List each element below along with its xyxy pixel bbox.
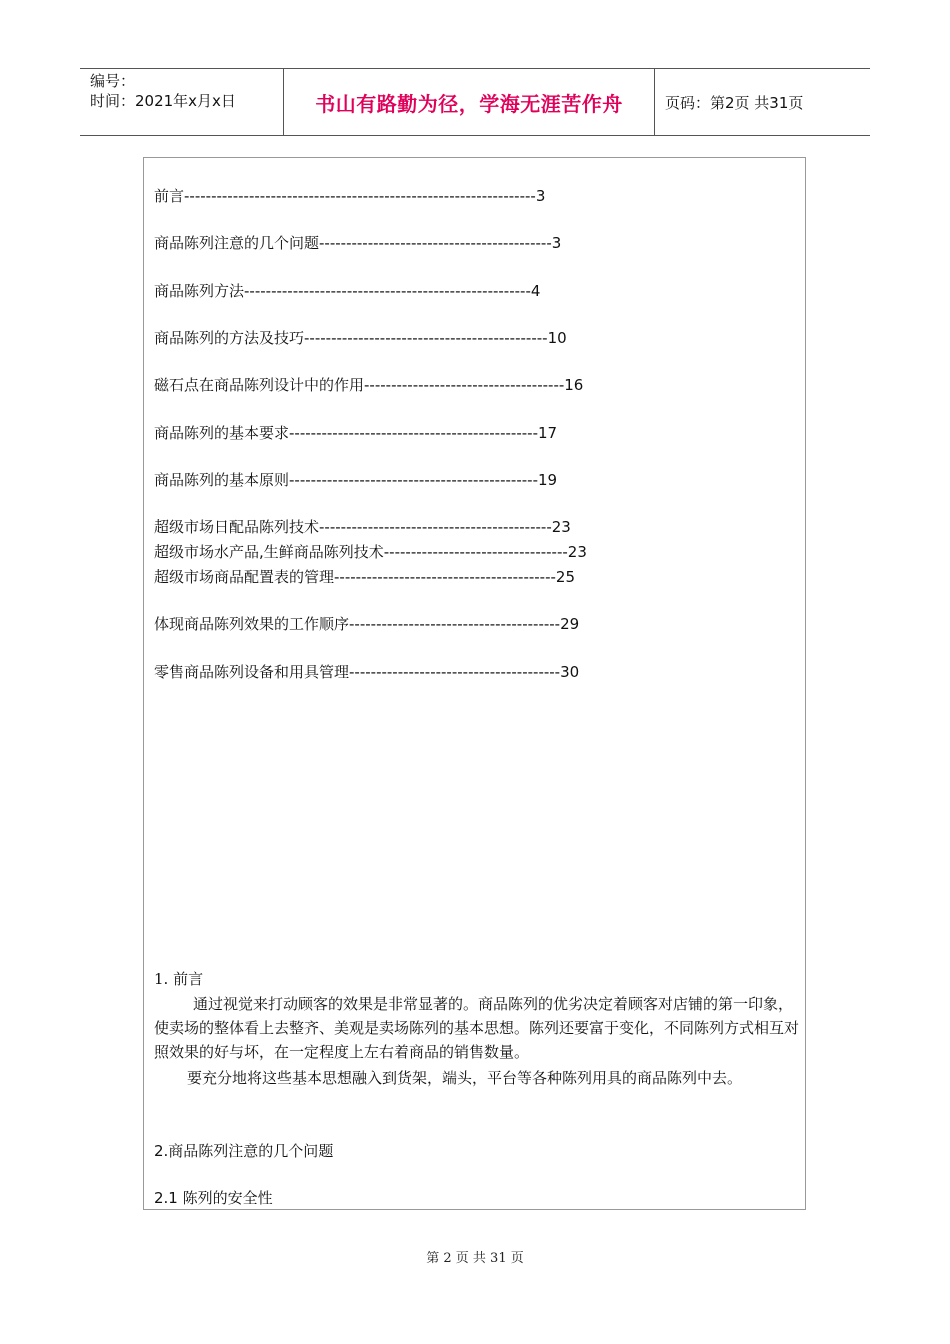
toc-entry: 超级市场水产品,生鲜商品陈列技术----------------------------------23 xyxy=(154,543,587,561)
section-1-heading: 1. 前言 xyxy=(154,970,204,988)
page-footer: 第 2 页 共 31 页 xyxy=(426,1251,524,1266)
page-number-label: 页码：第2页 共31页 xyxy=(665,93,804,112)
toc-entry: 超级市场日配品陈列技术-------------------------------------------23 xyxy=(154,518,571,536)
header-motto-cell xyxy=(283,69,655,135)
section-1-paragraph: 要充分地将这些基本思想融入到货架，端头，平台等各种陈列用具的商品陈列中去。 xyxy=(187,1069,743,1087)
toc-entry: 前言-----------------------------------------------------------------3 xyxy=(154,187,546,205)
section-2-1-heading: 2.1 陈列的安全性 xyxy=(154,1189,273,1207)
motto-text: 书山有路勤为径，学海无涯苦作舟 xyxy=(315,91,623,116)
toc-entry: 体现商品陈列效果的工作顺序---------------------------------------29 xyxy=(154,615,580,633)
content-frame xyxy=(143,157,806,1210)
section-2-heading: 2.商品陈列注意的几个问题 xyxy=(154,1142,334,1160)
toc-entry: 商品陈列注意的几个问题-------------------------------------------3 xyxy=(154,234,562,252)
toc-entry: 磁石点在商品陈列设计中的作用-------------------------------------16 xyxy=(154,376,584,394)
toc-entry: 商品陈列的基本要求----------------------------------------------17 xyxy=(154,424,558,442)
document-number-label: 编号： xyxy=(90,72,136,90)
page-header xyxy=(80,68,870,136)
toc-entry: 商品陈列的方法及技巧---------------------------------------------10 xyxy=(154,329,567,347)
section-1-paragraph: 通过视觉来打动顾客的效果是非常显著的。商品陈列的优劣决定着顾客对店铺的第一印象，使卖场的整体看上去整齐、美观是卖场陈列的基本思想。陈列还要富于变化，不同陈列方式相互对照效果的好与坏，在一定程度上左右着商品的销售数量。 xyxy=(154,995,800,1061)
toc-entry: 超级市场商品配置表的管理-----------------------------------------25 xyxy=(154,568,576,586)
toc-entry: 商品陈列方法-----------------------------------------------------4 xyxy=(154,282,541,300)
toc-entry: 零售商品陈列设备和用具管理---------------------------------------30 xyxy=(154,663,580,681)
document-time-label: 时间：2021年x月x日 xyxy=(90,92,236,110)
header-info-cell xyxy=(80,69,283,135)
toc-entry: 商品陈列的基本原则----------------------------------------------19 xyxy=(154,471,558,489)
header-page-cell xyxy=(655,69,870,135)
